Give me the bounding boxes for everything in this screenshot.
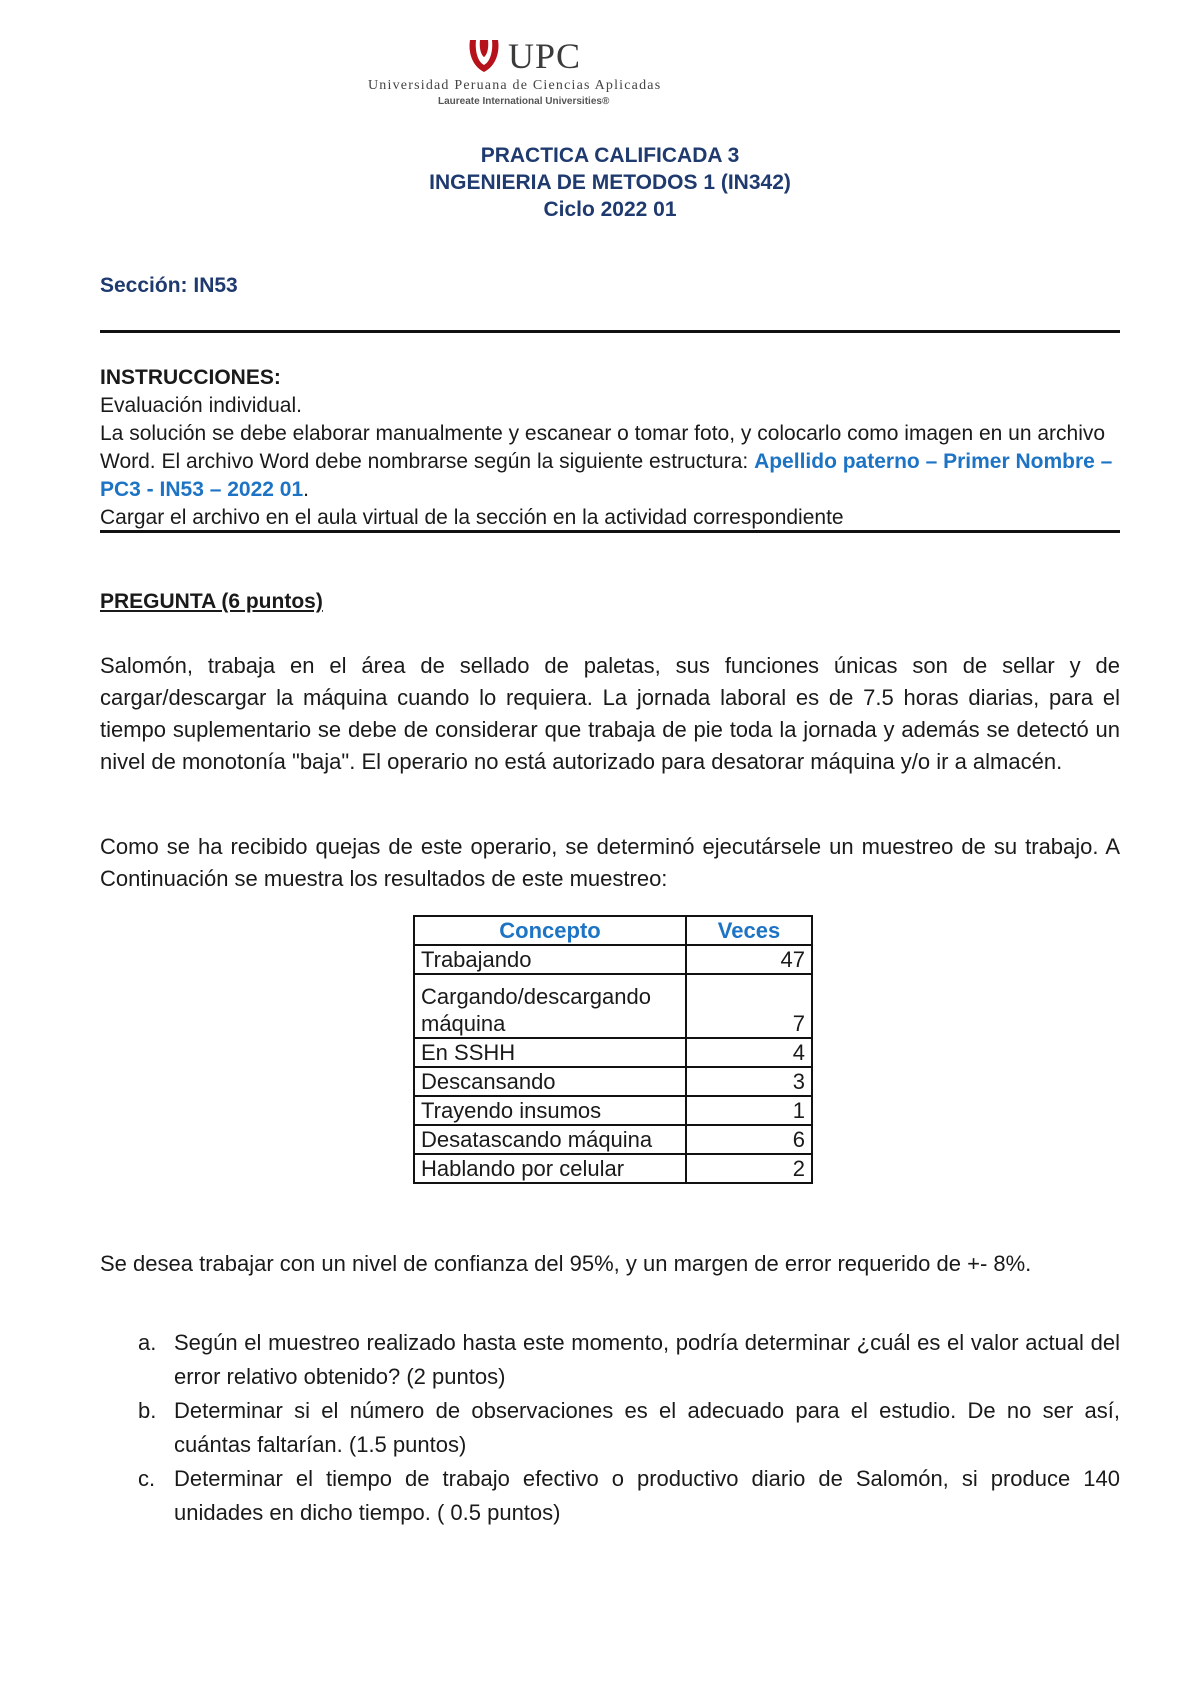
list-marker: a. xyxy=(138,1330,157,1355)
list-item xyxy=(100,1394,1120,1462)
instructions-line-2-text: La solución se debe elaborar manualmente y escanear o tomar foto, y colocarlo como imagen en un archivo Word. El archivo Word debe nombrarse según la siguiente estructura: xyxy=(100,422,1106,473)
table-cell-count: 47 xyxy=(686,945,812,974)
table-cell-concept: Hablando por celular xyxy=(414,1154,686,1183)
question-items xyxy=(100,1326,1120,1530)
sampling-table xyxy=(413,915,813,1184)
list-item-text: Determinar el tiempo de trabajo efectivo o productivo diario de Salomón, si produce 140 unidades en dicho tiempo. ( 0.5 puntos) xyxy=(174,1466,1120,1525)
table-row xyxy=(414,945,812,974)
file-name-format: Apellido paterno – Primer Nombre – PC3 - IN53 – 2022 01 xyxy=(100,450,1113,501)
logo-brand: UPC xyxy=(508,36,582,76)
section-label: Sección: IN53 xyxy=(100,274,238,297)
table-row xyxy=(414,1154,812,1183)
logo-university: Universidad Peruana de Ciencias Aplicadas xyxy=(368,78,662,93)
table-row xyxy=(414,1067,812,1096)
instructions-line-3: Cargar el archivo en el aula virtual de la sección en la actividad correspondiente xyxy=(100,506,844,529)
table-cell-count: 1 xyxy=(686,1096,812,1125)
table-row xyxy=(414,1038,812,1067)
list-item-text: Determinar si el número de observaciones es el adecuado para el estudio. De no ser así, cuántas faltarían. (1.5 puntos) xyxy=(174,1398,1120,1457)
table-cell-concept: En SSHH xyxy=(414,1038,686,1067)
list-item xyxy=(100,1326,1120,1394)
title-line-2: INGENIERIA DE METODOS 1 (IN342) xyxy=(429,171,791,194)
instructions-line-1: Evaluación individual. xyxy=(100,394,302,417)
table-row xyxy=(414,1096,812,1125)
list-marker: c. xyxy=(138,1466,156,1491)
document-title xyxy=(0,142,1200,223)
upc-logo xyxy=(368,34,688,114)
instructions-line-2-end: . xyxy=(303,478,309,501)
table-cell-count: 4 xyxy=(686,1038,812,1067)
table-cell-count: 7 xyxy=(686,974,812,1038)
table-cell-concept: Trabajando xyxy=(414,945,686,974)
table-row xyxy=(414,1125,812,1154)
question-paragraph-2: Como se ha recibido quejas de este operario, se determinó ejecutársele un muestreo de su trabajo. A Continuación se muestra los resultados de este muestreo: xyxy=(100,834,1120,891)
table-header-count: Veces xyxy=(686,916,812,945)
table-cell-concept: Trayendo insumos xyxy=(414,1096,686,1125)
question-paragraph-3: Se desea trabajar con un nivel de confianza del 95%, y un margen de error requerido de +- 8%. xyxy=(100,1251,1032,1276)
table-cell-count: 2 xyxy=(686,1154,812,1183)
table-cell-concept: Desatascando máquina xyxy=(414,1125,686,1154)
instructions-heading: INSTRUCCIONES: xyxy=(100,366,281,389)
title-line-1: PRACTICA CALIFICADA 3 xyxy=(480,144,740,167)
list-item xyxy=(100,1462,1120,1530)
list-marker: b. xyxy=(138,1398,157,1423)
question-heading: PREGUNTA (6 puntos) xyxy=(100,590,323,613)
instructions-line-2 xyxy=(100,420,1120,504)
upc-emblem-icon xyxy=(464,36,504,76)
title-line-3: Ciclo 2022 01 xyxy=(543,198,677,221)
list-item-text: Según el muestreo realizado hasta este momento, podría determinar ¿cuál es el valor actual del error relativo obtenido? (2 puntos) xyxy=(174,1330,1120,1389)
table-cell-concept: Cargando/descargando máquina xyxy=(414,974,686,1038)
table-header-row xyxy=(414,916,812,945)
table-row xyxy=(414,974,812,1038)
divider-bottom xyxy=(100,530,1120,533)
table-header-concept: Concepto xyxy=(414,916,686,945)
question-paragraph-1: Salomón, trabaja en el área de sellado de paletas, sus funciones únicas son de sellar y de cargar/descargar la máquina cuando lo requiera. La jornada laboral es de 7.5 horas diarias, para el tiempo suplementario se debe de considerar que trabaja de pie toda la jornada y además se detectó un nivel de monotonía "baja". El operario no está autorizado para desatorar máquina y/o ir a almacén. xyxy=(100,653,1120,774)
table-cell-concept: Descansando xyxy=(414,1067,686,1096)
table-cell-count: 3 xyxy=(686,1067,812,1096)
logo-network: Laureate International Universities® xyxy=(438,96,610,107)
divider-top xyxy=(100,330,1120,333)
table-cell-count: 6 xyxy=(686,1125,812,1154)
instructions-block xyxy=(100,364,1120,532)
